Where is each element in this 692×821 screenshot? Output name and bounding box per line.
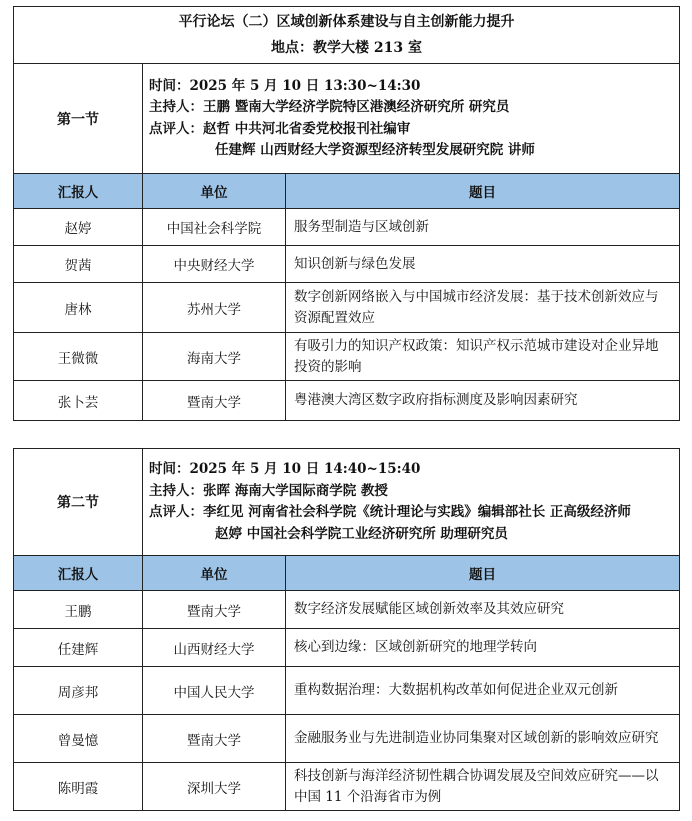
- table-row: [14, 246, 680, 283]
- forum-title-cell: [14, 7, 680, 64]
- reporter-cell: 贺茜: [14, 246, 143, 283]
- unit-cell: 深圳大学: [143, 763, 286, 811]
- session-1-label: 第一节: [14, 64, 143, 174]
- topic-cell: 知识创新与绿色发展: [286, 246, 680, 283]
- forum-table-2: [13, 448, 680, 811]
- forum-location: 地点：教学大楼 213 室: [271, 40, 422, 56]
- reporter-cell: 曾曼憶: [14, 715, 143, 763]
- table-row: [14, 629, 680, 667]
- topic-cell: 科技创新与海洋经济韧性耦合协调发展及空间效应研究——以中国 11 个沿海省市为例: [286, 763, 680, 811]
- table-row: [14, 283, 680, 333]
- col-reporter: 汇报人: [14, 174, 143, 209]
- reporter-cell: 赵婷: [14, 209, 143, 246]
- unit-cell: 海南大学: [143, 333, 286, 381]
- col-unit: 单位: [143, 556, 286, 591]
- session-1-info: [143, 64, 680, 174]
- reporter-cell: 张卜芸: [14, 381, 143, 421]
- session-1-commentator-2: 任建辉 山西财经大学资源型经济转型发展研究院 讲师: [215, 142, 535, 158]
- topic-cell: 金融服务业与先进制造业协同集聚对区域创新的影响效应研究: [286, 715, 680, 763]
- reporter-cell: 陈明霞: [14, 763, 143, 811]
- topic-cell: 重构数据治理：大数据机构改革如何促进企业双元创新: [286, 667, 680, 715]
- table-1-header: [14, 174, 680, 209]
- table-row: [14, 209, 680, 246]
- topic-cell: 有吸引力的知识产权政策：知识产权示范城市建设对企业异地投资的影响: [286, 333, 680, 381]
- table-row: [14, 763, 680, 811]
- table-2-header: [14, 556, 680, 591]
- table-row: [14, 715, 680, 763]
- topic-cell: 服务型制造与区域创新: [286, 209, 680, 246]
- session-2-commentator-2: 赵婷 中国社会科学院工业经济研究所 助理研究员: [215, 525, 508, 542]
- reporter-cell: 王微微: [14, 333, 143, 381]
- col-reporter: 汇报人: [14, 556, 143, 591]
- session-2-label: 第二节: [14, 449, 143, 556]
- reporter-cell: 王鹏: [14, 591, 143, 629]
- unit-cell: 苏州大学: [143, 283, 286, 333]
- unit-cell: 暨南大学: [143, 381, 286, 421]
- session-2-host: 主持人：张晖 海南大学国际商学院 教授: [149, 482, 388, 499]
- session-2-time: 时间：2025 年 5 月 10 日 14:40~15:40: [149, 461, 421, 477]
- forum-title: 平行论坛（二）区域创新体系建设与自主创新能力提升: [178, 14, 515, 30]
- topic-cell: 粤港澳大湾区数字政府指标测度及影响因素研究: [286, 381, 680, 421]
- unit-cell: 暨南大学: [143, 715, 286, 763]
- reporter-cell: 周彦邦: [14, 667, 143, 715]
- session-1-commentator: 点评人：赵哲 中共河北省委党校报刊社编审: [149, 120, 411, 137]
- col-unit: 单位: [143, 174, 286, 209]
- unit-cell: 中国社会科学院: [143, 209, 286, 246]
- session-2-info: [143, 449, 680, 556]
- unit-cell: 暨南大学: [143, 591, 286, 629]
- table-row: [14, 333, 680, 381]
- reporter-cell: 唐林: [14, 283, 143, 333]
- session-1-time: 时间：2025 年 5 月 10 日 13:30~14:30: [149, 77, 421, 94]
- table-row: [14, 591, 680, 629]
- unit-cell: 中国人民大学: [143, 667, 286, 715]
- table-row: [14, 667, 680, 715]
- topic-cell: 数字经济发展赋能区域创新效率及其效应研究: [286, 591, 680, 629]
- col-topic: 题目: [286, 174, 680, 209]
- forum-table-1: [13, 6, 680, 421]
- topic-cell: 数字创新网络嵌入与中国城市经济发展：基于技术创新效应与资源配置效应: [286, 283, 680, 333]
- session-1-host: 主持人：王鹏 暨南大学经济学院特区港澳经济研究所 研究员: [149, 99, 510, 115]
- session-2-commentator: 点评人：李红见 河南省社会科学院《统计理论与实践》编辑部社长 正高级经济师: [149, 504, 631, 520]
- col-topic: 题目: [286, 556, 680, 591]
- unit-cell: 山西财经大学: [143, 629, 286, 667]
- unit-cell: 中央财经大学: [143, 246, 286, 283]
- reporter-cell: 任建辉: [14, 629, 143, 667]
- topic-cell: 核心到边缘：区域创新研究的地理学转向: [286, 629, 680, 667]
- table-row: [14, 381, 680, 421]
